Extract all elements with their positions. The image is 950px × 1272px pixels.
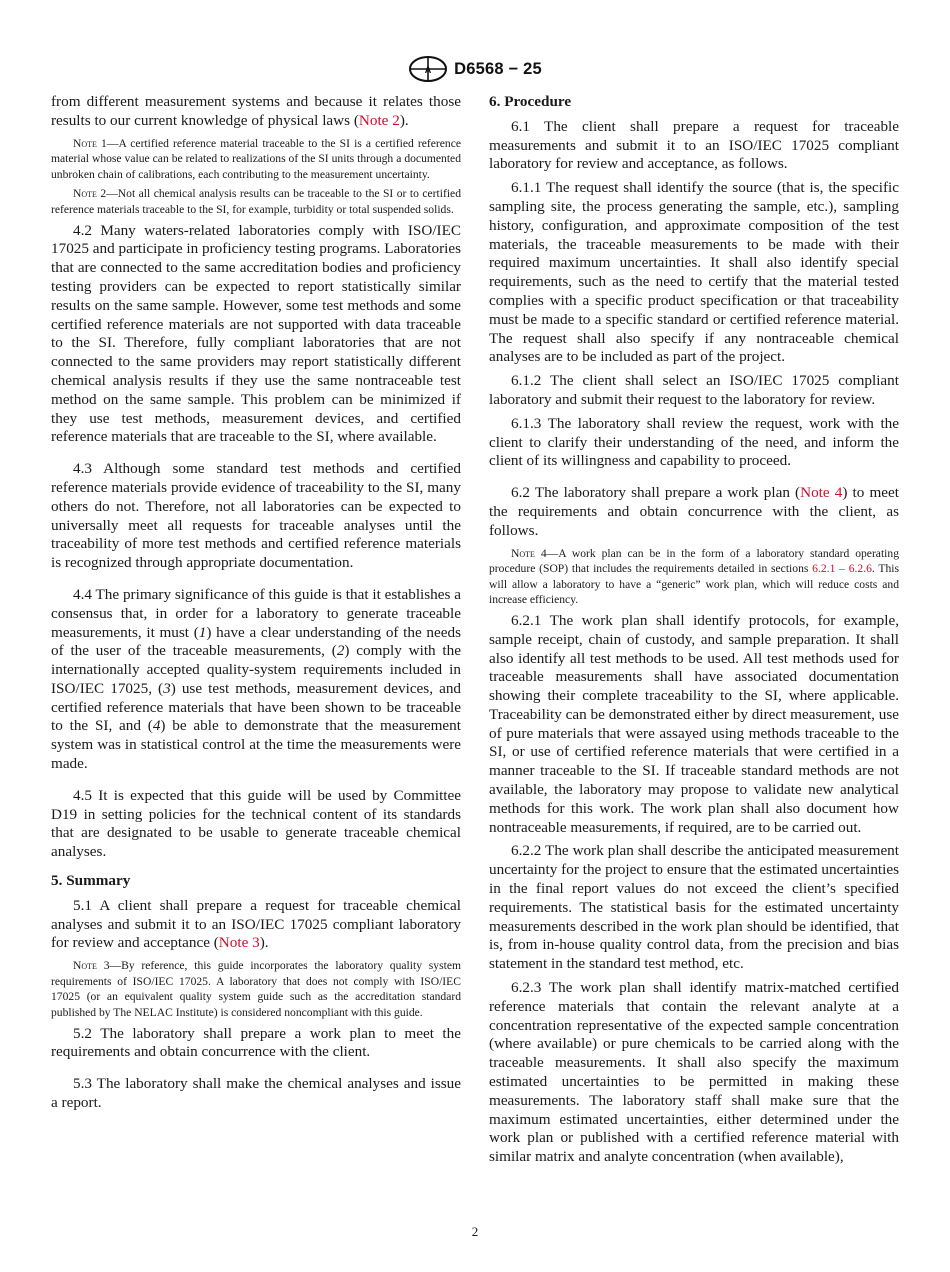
page-header	[0, 54, 950, 84]
paragraph-5-1: 5.1 A client shall prepare a request for traceable chemical analyses and submit it to an ISO/IEC 17025 compliant laboratory for review and acceptance (Note 3).	[51, 896, 461, 952]
paragraph-6-2-3: 6.2.3 The work plan shall identify matrix-matched certified reference materials that contain the relevant analyte at a concentration representative of the expected sample concentration (where available) or pure chemicals to be carried along with the traceable measurements. It shall also specify the maximum estimated uncertainties to be permitted in making these measurements. The laboratory staff shall make sure that the maximum estimated uncertainties, either determined under the work plan or published with a certified reference material with similar matrix and analyte concentration (when available),	[489, 979, 899, 1166]
document-designation: D6568 − 25	[454, 59, 542, 78]
note-1: Note 1—A certified reference material traceable to the SI is a certified reference material whose value can be related to realizations of the SI units through a documented unbroken chain of calibrations, each contributing to the measurement uncertainty.	[51, 136, 462, 181]
section-5-heading: 5. Summary	[51, 872, 131, 890]
astm-logo-icon	[408, 55, 448, 83]
paragraph-4-1-continued: from different measurement systems and because it relates those results to our current knowledge of physical laws (Note 2).	[51, 93, 461, 129]
paragraph-6-1-3: 6.1.3 The laboratory shall review the request, work with the client to clarify their understanding of the need, and inform the client of its willingness and capability to proceed.	[489, 414, 899, 470]
note-3: Note 3—By reference, this guide incorporates the laboratory quality system requirements of ISO/IEC 17025. A laboratory that does not comply with ISO/IEC 17025 (or an equivalent quality system guide such as the accreditation standard published by The NELAC Institute) is considered noncompliant with this guide.	[51, 959, 461, 1020]
left-column	[51, 93, 461, 1118]
paragraph-6-2: 6.2 The laboratory shall prepare a work plan (Note 4) to meet the requirements and obtain concurrence with the client, as follows.	[489, 484, 899, 539]
paragraph-5-3: 5.3 The laboratory shall make the chemical analyses and issue a report.	[51, 1075, 461, 1112]
paragraph-6-2-1: 6.2.1 The work plan shall identify protocols, for example, sample receipt, chain of custody, and sample preparation. It shall also identify all test methods to be used. All test methods used for traceable measurements shall have associated documentation showing their complete traceability to the SI, where applicable. Traceability can be demonstrated either by direct measurement, use of pure materials that were assayed using methods traceable to the SI, or use of certified reference materials that were certified in a manner traceable to the SI. If traceable standard methods are not available, the laboratory may propose to validate new analytical methods for this work. The work plan shall also document how nontraceable measurements, if required, are to be carried out.	[489, 611, 899, 836]
page-number: 2	[471, 1224, 479, 1239]
note-2-link[interactable]: Note 2	[358, 111, 400, 129]
paragraph-4-2: 4.2 Many waters-related laboratories comply with ISO/IEC 17025 and participate in proficiency testing programs. Laboratories that are connected to the same accreditation bodies and proficiency testing providers can be expected to report statistically similar results on the same sample. However, some test methods and some certified reference materials are not supported with data traceable to the SI. Therefore, fully compliant laboratories that are not connected to the same providers may report statistically different chemical analysis results if they use the same nontraceable test method on the same sample. This problem can be minimized if they use test methods, measurement devices, and certified reference materials that are traceable to the SI, where available.	[51, 221, 461, 446]
paragraph-6-1-2: 6.1.2 The client shall select an ISO/IEC 17025 compliant laboratory and submit their request to the laboratory for review.	[489, 372, 899, 408]
paragraph-6-2-2: 6.2.2 The work plan shall describe the anticipated measurement uncertainty for the project to ensure that the estimated uncertainties in the final report values do not exceed the client’s specified requirements. The statistical basis for the estimated uncertainty measurements described in the work plan should be identified, that is, from in-house quality control data, from the precision and bias statement in the standard test method, etc.	[489, 842, 899, 973]
note-4: Note 4—A work plan can be in the form of a laboratory standard operating procedure (SOP) that includes the requirements detailed in sections 6.2.1 – 6.2.6. This will allow a laboratory to have a “generic” work plan, which will reduce costs and increase efficiency.	[489, 546, 900, 607]
paragraph-4-4: 4.4 The primary significance of this guide is that it establishes a consensus that, in order for a laboratory to generate traceable measurements, it must (1) have a clear understanding of the needs of the user of the traceable measurements, (2) comply with the internationally accepted quality-system requirements included in ISO/IEC 17025, (3) use test methods, measurement devices, and certified reference materials that have been shown to be traceable to the SI, and (4) be able to demonstrate that the measurement system was in statistical control at the time the measurements were made.	[51, 585, 462, 773]
note-2: Note 2—Not all chemical analysis results can be traceable to the SI or to certified reference materials traceable to the SI, for example, turbidity or total suspended solids.	[51, 187, 461, 216]
svg-text:A: A	[424, 65, 432, 75]
paragraph-5-2: 5.2 The laboratory shall prepare a work plan to meet the requirements and obtain concurrence with the client.	[51, 1024, 461, 1061]
note-4-link[interactable]: Note 4	[800, 484, 843, 502]
paragraph-4-3: 4.3 Although some standard test methods and certified reference materials provide evidence of traceability to the SI, many others do not. Therefore, not all laboratories can be expected to universally meet all requests for traceable analyses until the traceability of more test methods and certified reference materials is recognized through appropriate documentation.	[51, 460, 461, 572]
section-6-heading: 6. Procedure	[489, 93, 572, 110]
paragraph-6-1-1: 6.1.1 The request shall identify the source (that is, the specific sampling site, the process generating the sample, etc.), sampling history, configuration, and approximate composition of the test materials, the traceable measurements to be made with their required maximum uncertainties. It shall also identify special requirements, such as the need to certify that the material tested complies with a specific product specification or that traceability must be made to a specific standard or certified reference material. The request shall also specify if any nontraceable chemical analyses are to be included as part of the project.	[489, 179, 899, 366]
note-3-link[interactable]: Note 3	[218, 934, 260, 952]
paragraph-4-5: 4.5 It is expected that this guide will be used by Committee D19 in setting policies for the technical content of its standards that are designated to be usable to generate traceable chemical analyses.	[51, 786, 461, 861]
right-column	[489, 93, 899, 1172]
paragraph-6-1: 6.1 The client shall prepare a request for traceable measurements and submit it to an ISO/IEC 17025 compliant laboratory for review and acceptance, as follows.	[489, 117, 899, 173]
sections-6-2-1-6-2-6-link[interactable]: 6.2.1 – 6.2.6	[812, 562, 872, 576]
